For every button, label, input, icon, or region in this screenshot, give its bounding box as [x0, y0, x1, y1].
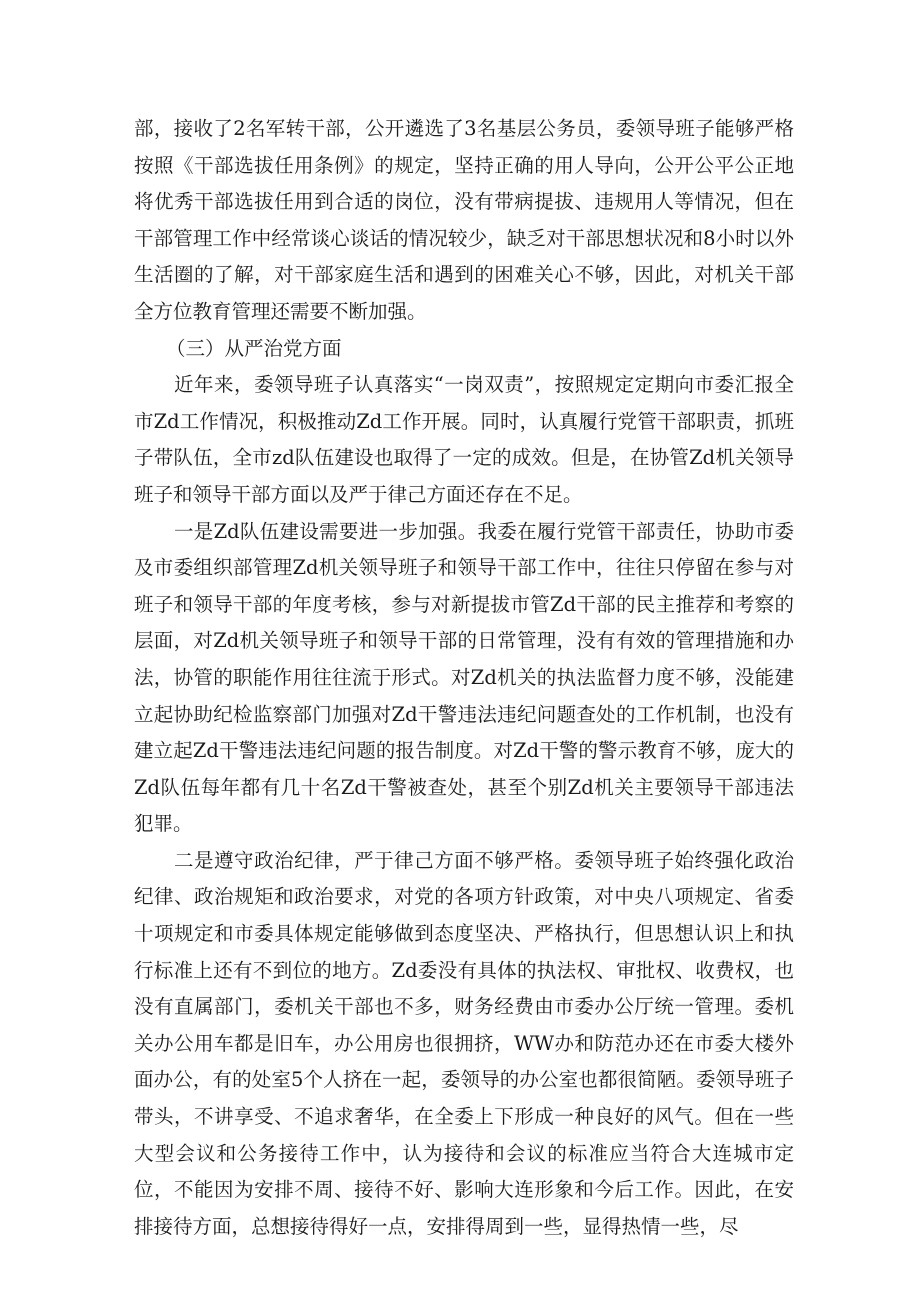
paragraph-intro: 近年来，委领导班子认真落实“一岗双责”，按照规定定期向市委汇报全市Zd工作情况，积极推动Zd工作开展。同时，认真履行党管干部职责，抓班子带队伍，全市zd队伍建设也取得了一定的成效。但是，在协管Zd机关领导班子和领导干部方面以及严于律己方面还存在不足。	[134, 373, 794, 506]
document-body	[134, 111, 794, 1245]
paragraph-continuation: 部，接收了2名军转干部，公开遴选了3名基层公务员，委领导班子能够严格按照《干部选拔任用条例》的规定，坚持正确的用人导向，公开公平公正地将优秀干部选拔任用到合适的岗位，没有带病提拔、违规用人等情况，但在干部管理工作中经常谈心谈话的情况较少，缺乏对干部思想状况和8小时以外生活圈的了解，对干部家庭生活和遇到的困难关心不够，因此，对机关干部全方位教育管理还需要不断加强。	[134, 117, 794, 323]
paragraph-point-1: 一是Zd队伍建设需要进一步加强。我委在履行党管干部责任，协助市委及市委组织部管理Zd机关领导班子和领导干部工作中，往往只停留在参与对班子和领导干部的年度考核，参与对新提拔市管Zd干部的民主推荐和考察的层面，对Zd机关领导班子和领导干部的日常管理，没有有效的管理措施和办法，协管的职能作用往往流于形式。对Zd机关的执法监督力度不够，没能建立起协助纪检监察部门加强对Zd干警违法违纪问题查处的工作机制，也没有建立起Zd干警违法违纪问题的报告制度。对Zd干警的警示教育不够，庞大的Zd队伍每年都有几十名Zd干警被查处，甚至个别Zd机关主要领导干部违法犯罪。	[134, 519, 794, 836]
paragraph-point-2: 二是遵守政治纪律，严于律己方面不够严格。委领导班子始终强化政治纪律、政治规矩和政治要求，对党的各项方针政策，对中央八项规定、省委十项规定和市委具体规定能够做到态度坚决、严格执行，但思想认识上和执行标准上还有不到位的地方。Zd委没有具体的执法权、审批权、收费权，也没有直属部门，委机关干部也不多，财务经费由市委办公厅统一管理。委机关办公用车都是旧车，办公用房也很拥挤，WW办和防范办还在市委大楼外面办公，有的处室5个人挤在一起，委领导的办公室也都很简陋。委领导班子带头，不讲享受、不追求奢华，在全委上下形成一种良好的风气。但在一些大型会议和公务接待工作中，认为接待和会议的标准应当符合大连城市定位，不能因为安排不周、接待不好、影响大连形象和今后工作。因此，在安排接待方面，总想接待得好一点，安排得周到一些，显得热情一些，尽	[134, 848, 794, 1238]
section-heading-3: （三）从严治党方面	[166, 336, 342, 360]
